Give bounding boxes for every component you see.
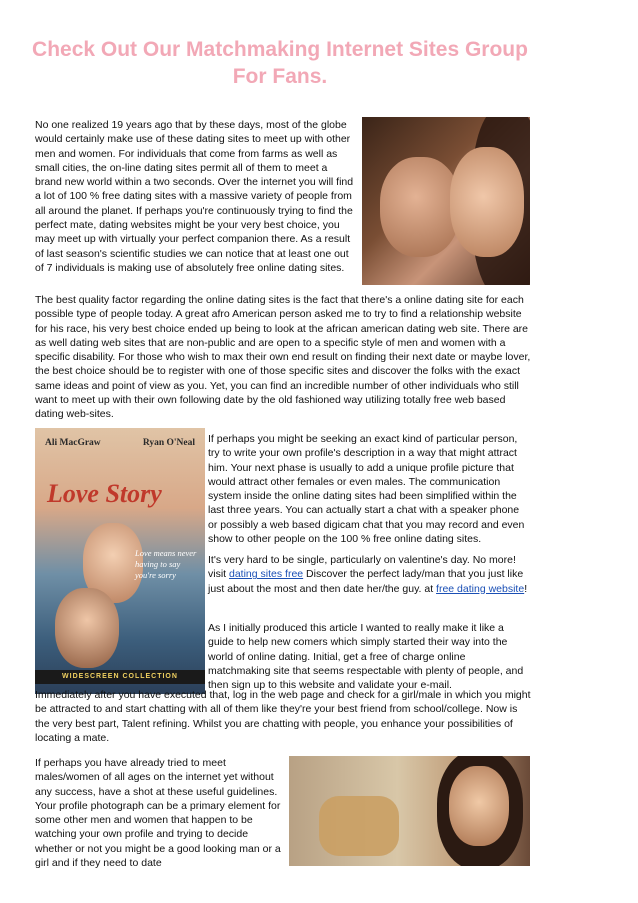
valentine-text-3: ! <box>524 582 528 595</box>
man-face <box>380 157 460 257</box>
valentine-text-2: Discover the perfect lady/man that you just like just about the most and then date her/the guy. at <box>208 568 524 595</box>
paragraph-best-quality: The best quality factor regarding the online dating sites is the fact that there's a online dating site for each possible type of people today. A great afro American person asked me to try to find a relationship website for his race, his very best choice ended up being to look at the african american dating web site. There are as well dating web sites that are non-public and are open to a specific style of men and women with a specific disability. For those who wish to max their own end result on finding their next date or maybe lover, the best choice should be to register with one of those specific sites and discover the folks with the exact same ideas and point of view as you. Yet, you can find an incredible number of other individuals who still want to meet up with their own following date by the old fashioned way utilizing totally free web based dating web-sites. <box>35 294 531 421</box>
poster-banner: WIDESCREEN COLLECTION <box>35 670 205 684</box>
poster-woman <box>55 588 119 668</box>
poster-actor-2: Ryan O'Neal <box>142 438 195 448</box>
paragraph-valentine <box>208 553 530 596</box>
love-story-poster <box>35 428 205 694</box>
woman-photo-face <box>449 766 509 846</box>
woman-photo <box>289 756 530 866</box>
page-title: Check Out Our Matchmaking Internet Sites Group For Fans. <box>32 38 528 88</box>
dating-sites-free-link[interactable]: dating sites free <box>229 568 304 581</box>
poster-actors <box>45 438 195 448</box>
photo-cushion <box>319 796 399 856</box>
paragraph-chatting: Immediately after you have executed that, log in the web page and check for a girl/male in which you might be attracted to and start chatting with all of them like they're your best friend from school/college. Now is the very best part, Talent refining. Whilst you are chatting with people, you enhance your possibilities of locating a mate. <box>35 689 531 744</box>
paragraph-profile: If perhaps you might be seeking an exact kind of particular person, try to write your own profile's description in a way that might attract him. Your next phase is usually to add a unique profile picture that would attract other females or even males. The communication system inside the online dating sites had been simplified within the last three years. You can actually start a chat with a speaker phone or possibly a web based digicam chat that you may record and even show to other people on the 100 % free online dating sites. <box>208 433 525 546</box>
couple-photo <box>362 117 530 285</box>
paragraph-tips: If perhaps you have already tried to meet males/women of all ages on the internet yet without any success, have a shot at these useful guidelines. Your profile photograph can be a primary element for some other men and women that happen to be watching your own profile and trying to decide whether or not you might be a good looking man or a girl and if they need to date <box>35 757 281 870</box>
poster-tagline: Love means never having to say you're sorry <box>135 548 197 580</box>
paragraph-intro: No one realized 19 years ago that by these days, most of the globe would certainly make use of these dating sites to meet up with other men and women. For individuals that come from farms as well as small cities, the on-line dating sites permit all of them to meet a brand new world within a two seconds. Over the internet you will find a lot of 100 % free dating sites with a massive variety of people from all around the planet. If perhaps you're continuously trying to find the perfect mate, dating websites might be your very best choice, you may meet up with virtually your perfect companion there. As a result of last season's scientific studies we can notice that at least one out of 7 individuals is making use of absolutely free online dating sites. <box>35 119 354 274</box>
free-dating-website-link[interactable]: free dating website <box>436 582 525 595</box>
paragraph-guide: As I initially produced this article I wanted to really make it like a guide to help new comers which simply started their way into the world of online dating. Initial, get a free of charge online matchmaking site that seems respectable with plenty of people, and then sign up to this website and validate your e-mail. <box>208 622 524 692</box>
poster-actor-1: Ali MacGraw <box>45 438 101 448</box>
valentine-text-1: It's very hard to be single, particularly on valentine's day. No more! visit <box>208 554 516 581</box>
poster-movie-title: Love Story <box>47 479 162 508</box>
woman-face <box>450 147 524 257</box>
